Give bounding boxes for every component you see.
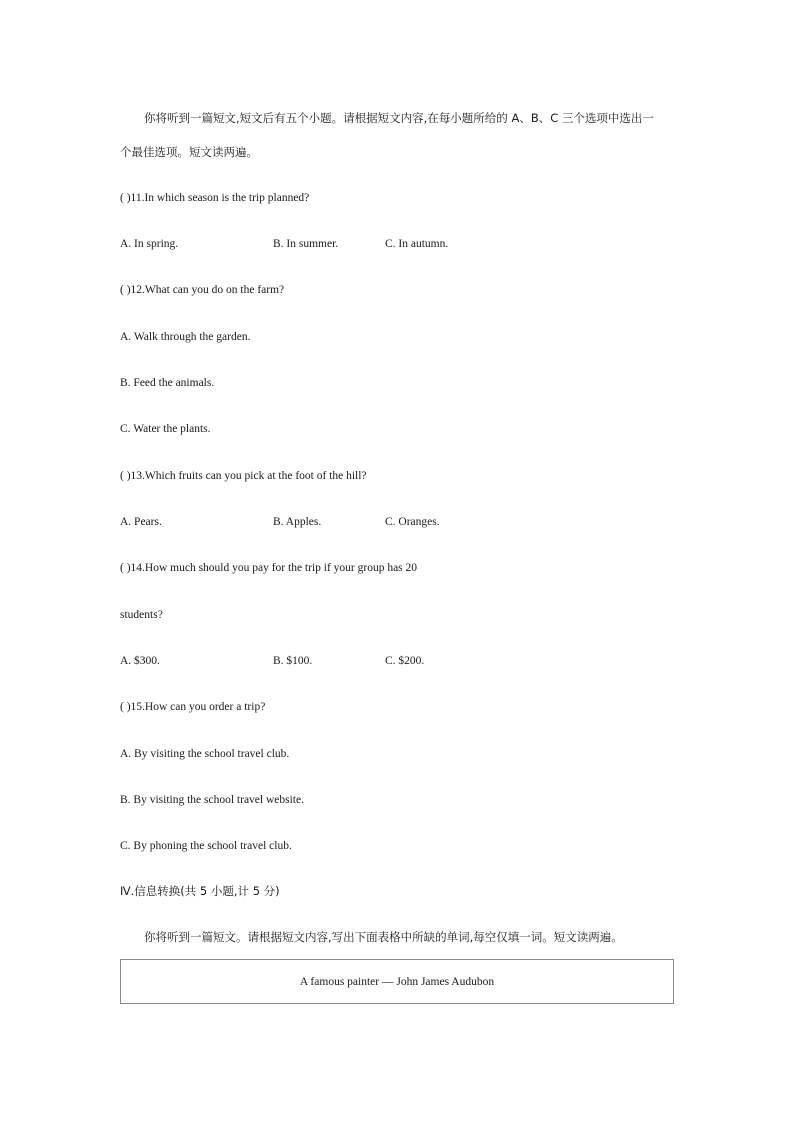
question-14-stem-continued: students? [120,609,163,621]
question-13-option-a: A. Pears. [120,516,162,528]
question-15-stem: ( )15.How can you order a trip? [120,701,266,713]
question-11-option-a: A. In spring. [120,238,179,250]
question-13-stem: ( )13.Which fruits can you pick at the foot of the hill? [120,470,367,482]
question-13-option-c: C. Oranges. [385,516,440,528]
question-11-option-c: C. In autumn. [385,238,449,250]
section-4-heading: Ⅳ.信息转换(共 5 小题,计 5 分) [120,884,280,898]
question-14-stem: ( )14.How much should you pay for the trip if your group has 20 [120,562,418,574]
section-4-instruction: 你将听到一篇短文。请根据短文内容,写出下面表格中所缺的单词,每空仅填一词。短文读两遍。 [144,930,623,944]
info-table-title: A famous painter — John James Audubon [299,975,495,988]
question-11-stem: ( )11.In which season is the trip planned? [120,192,310,204]
question-15-option-b: B. By visiting the school travel website. [120,794,304,806]
question-12-option-c: C. Water the plants. [120,423,211,435]
question-15-option-c: C. By phoning the school travel club. [120,840,292,852]
question-15-option-a: A. By visiting the school travel club. [120,748,290,760]
intro-line-1: 你将听到一篇短文,短文后有五个小题。请根据短文内容,在每小题所给的 A、B、C 三个选项中选出一 [144,111,654,125]
question-12-option-a: A. Walk through the garden. [120,331,251,343]
question-13-option-b: B. Apples. [273,516,322,528]
question-14-option-a: A. $300. [120,655,160,667]
question-14-option-b: B. $100. [273,655,313,667]
question-11-option-b: B. In summer. [273,238,339,250]
question-12-stem: ( )12.What can you do on the farm? [120,284,285,296]
info-table [120,959,674,1004]
intro-line-2: 个最佳选项。短文读两遍。 [120,145,258,159]
question-14-option-c: C. $200. [385,655,425,667]
question-12-option-b: B. Feed the animals. [120,377,215,389]
